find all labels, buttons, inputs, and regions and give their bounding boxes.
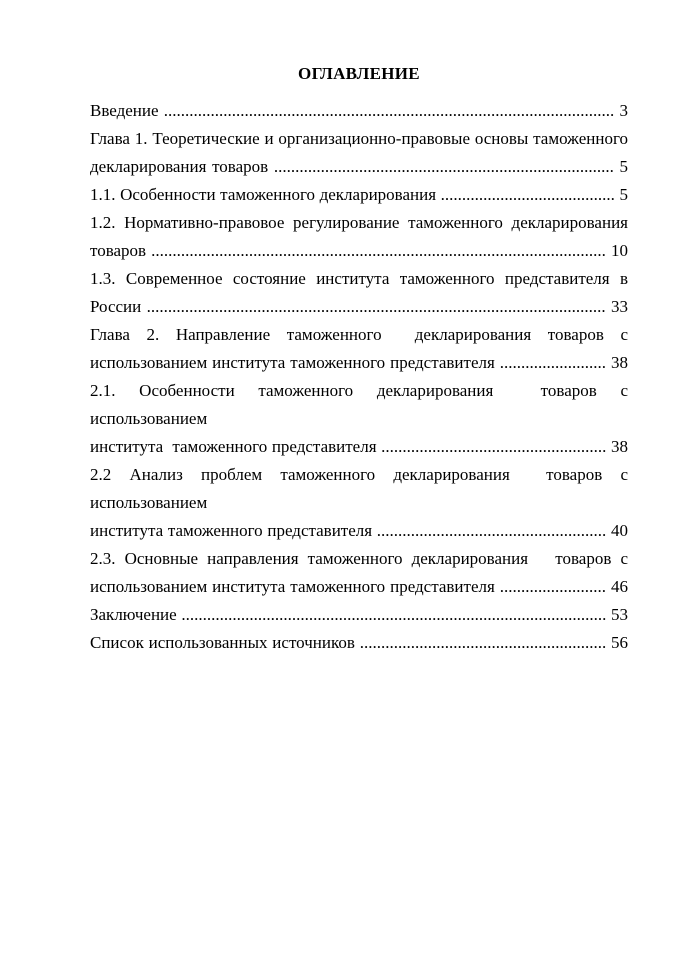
toc-entry-line	[90, 629, 628, 657]
toc-entry-text: использованием института таможенного представителя	[90, 577, 495, 596]
page-number: 10	[611, 241, 628, 260]
page-number: 3	[619, 101, 628, 120]
toc-entry-line	[90, 461, 628, 517]
toc-entry-2-1[interactable]	[90, 377, 628, 461]
toc-entry-text: Заключение	[90, 605, 177, 624]
dot-leader: ...........................................................................................................	[151, 241, 606, 260]
toc-entry-text: института таможенного представителя	[90, 521, 373, 540]
dot-leader: ................................................................................	[273, 157, 614, 176]
toc-entry-line	[90, 545, 628, 573]
page-number: 33	[611, 297, 628, 316]
toc-entry-1-3[interactable]	[90, 265, 628, 321]
toc-entry-line	[90, 433, 628, 461]
toc-entry-text: товаров	[90, 241, 147, 260]
toc-entry-text: института таможенного представителя	[90, 437, 377, 456]
dot-leader: ..........................................................	[359, 633, 607, 652]
toc-entry-line	[90, 97, 628, 125]
toc-entry-introduction[interactable]	[90, 97, 628, 125]
page-number: 46	[611, 577, 628, 596]
toc-entry-line	[90, 293, 628, 321]
toc-entry-1-2[interactable]	[90, 209, 628, 265]
toc-entry-line	[90, 377, 628, 433]
toc-entry-chapter-1[interactable]	[90, 125, 628, 181]
toc-entry-line	[90, 601, 628, 629]
page-number: 38	[611, 437, 629, 456]
dot-leader: ..........................................................................................................	[163, 101, 615, 120]
toc-entry-text: 1.2. Нормативно-правовое регулирование таможенного декларирования	[90, 213, 628, 232]
page-number: 5	[619, 157, 628, 176]
toc-entries	[90, 97, 628, 657]
toc-entry-text: 2.2 Анализ проблем таможенного декларирования товаров с использованием	[90, 465, 628, 512]
dot-leader: .........................	[499, 353, 607, 372]
toc-entry-text: Список использованных источников	[90, 633, 355, 652]
page-number: 53	[611, 605, 629, 624]
toc-entry-line	[90, 153, 628, 181]
toc-entry-line	[90, 265, 628, 293]
dot-leader: ....................................................................................................	[181, 605, 607, 624]
toc-entry-2-3[interactable]	[90, 545, 628, 601]
toc-entry-text: 2.1. Особенности таможенного декларирования товаров с использованием	[90, 381, 628, 428]
page-number: 5	[619, 185, 629, 204]
toc-entry-chapter-2[interactable]	[90, 321, 628, 377]
toc-entry-line	[90, 573, 628, 601]
toc-entry-2-2[interactable]	[90, 461, 628, 545]
dot-leader: .....................................................	[381, 437, 607, 456]
dot-leader: .........................	[499, 577, 607, 596]
toc-entry-references[interactable]	[90, 629, 628, 657]
toc-entry-line	[90, 321, 628, 349]
toc-entry-text: 1.3. Современное состояние института таможенного представителя в	[90, 269, 628, 288]
toc-entry-line	[90, 237, 628, 265]
dot-leader: ......................................................	[376, 521, 607, 540]
page-number: 56	[611, 633, 628, 652]
toc-entry-text: 2.3. Основные направления таможенного декларирования товаров с	[90, 549, 628, 568]
toc-entry-line	[90, 181, 628, 209]
toc-entry-text: Глава 2. Направление таможенного декларирования товаров с	[90, 325, 628, 344]
toc-entry-line	[90, 517, 628, 545]
toc-title: ОГЛАВЛЕНИЕ	[298, 64, 420, 83]
toc-entry-text: Введение	[90, 101, 159, 120]
toc-entry-text: Глава 1. Теоретические и организационно-правовые основы таможенного	[90, 129, 628, 148]
toc-entry-text: России	[90, 297, 142, 316]
toc-entry-1-1[interactable]	[90, 181, 628, 209]
toc-entry-line	[90, 209, 628, 237]
dot-leader: .........................................	[440, 185, 615, 204]
page-number: 40	[611, 521, 628, 540]
toc-entry-text: декларирования товаров	[90, 157, 269, 176]
page-number: 38	[611, 353, 628, 372]
toc-entry-text: использованием института таможенного представителя	[90, 353, 495, 372]
toc-entry-conclusion[interactable]	[90, 601, 628, 629]
toc-entry-line	[90, 125, 628, 153]
toc-entry-text: 1.1. Особенности таможенного декларирования	[90, 185, 437, 204]
dot-leader: ............................................................................................................	[146, 297, 606, 316]
toc-entry-line	[90, 349, 628, 377]
